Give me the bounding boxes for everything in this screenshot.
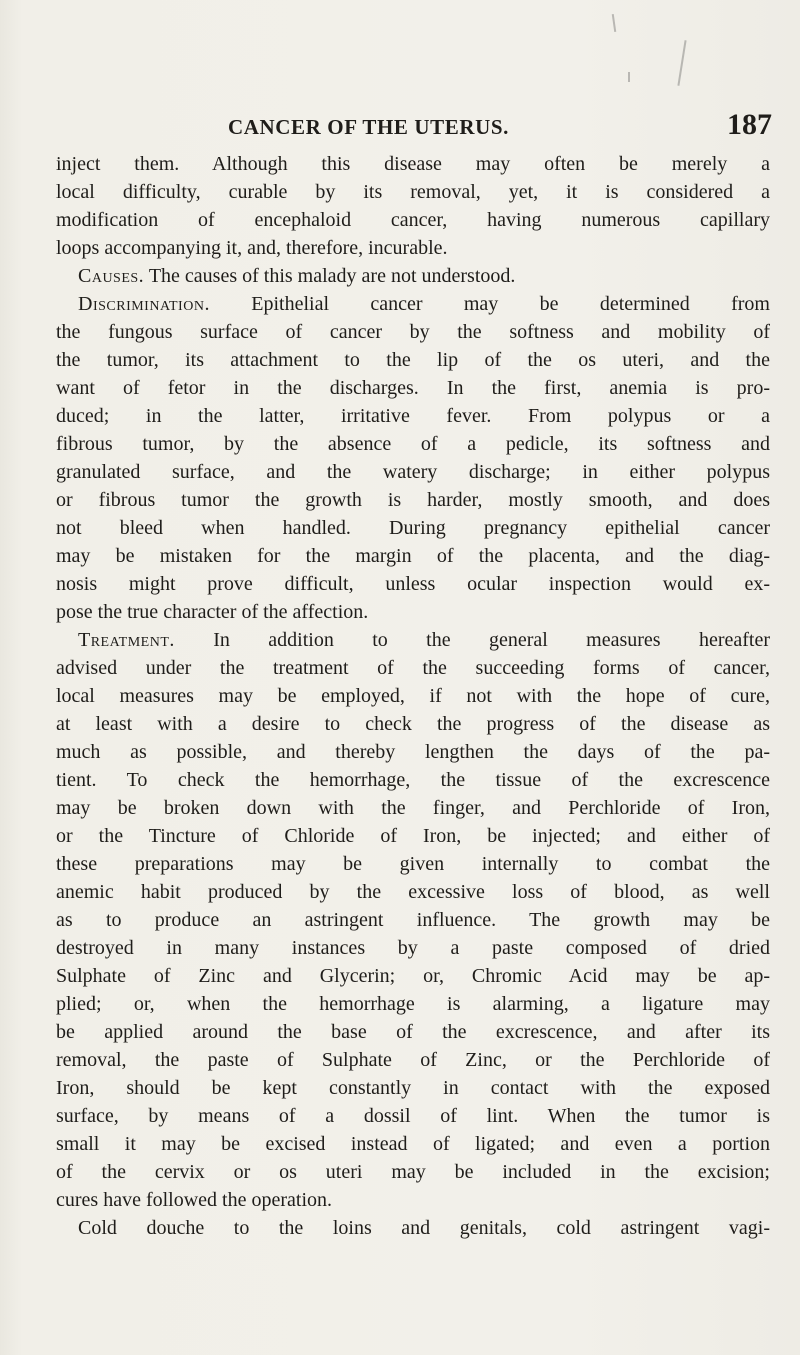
line-text: pose the true character of the affection. [56, 601, 369, 623]
text-line [56, 1018, 770, 1046]
line-text: tient. To check the hemorrhage, the tissue of the excrescence [56, 769, 770, 791]
page-number: 187 [727, 108, 772, 141]
text-line [56, 1046, 770, 1074]
text-line [56, 766, 770, 794]
text-line [56, 570, 770, 598]
text-line [56, 290, 770, 318]
line-text: Iron, should be kept constantly in contact with the exposed [56, 1077, 770, 1099]
text-line [56, 654, 770, 682]
line-text: plied; or, when the hemorrhage is alarming, a ligature may [56, 993, 770, 1015]
line-text: may be mistaken for the margin of the placenta, and the diag- [56, 545, 770, 567]
line-text: The causes of this malady are not understood. [144, 265, 516, 287]
line-text: Cold douche to the loins and genitals, cold astringent vagi- [78, 1217, 770, 1239]
text-line [56, 178, 770, 206]
scan-speck [612, 14, 616, 32]
text-line [56, 850, 770, 878]
text-line [56, 710, 770, 738]
text-line [56, 598, 770, 626]
line-text: inject them. Although this disease may often be merely a [56, 153, 770, 175]
text-line [56, 1102, 770, 1130]
text-line [56, 934, 770, 962]
text-line [56, 346, 770, 374]
line-text: as to produce an astringent influence. The growth may be [56, 909, 770, 931]
text-line [56, 878, 770, 906]
text-line [56, 542, 770, 570]
line-text: the tumor, its attachment to the lip of the os uteri, and the [56, 349, 770, 371]
line-text: nosis might prove difficult, unless ocular inspection would ex- [56, 573, 770, 595]
line-text: fibrous tumor, by the absence of a pedicle, its softness and [56, 433, 770, 455]
line-text: local measures may be employed, if not with the hope of cure, [56, 685, 770, 707]
text-line [56, 906, 770, 934]
line-text: In addition to the general measures hereafter [174, 629, 770, 651]
line-text: or the Tincture of Chloride of Iron, be injected; and either of [56, 825, 770, 847]
line-text: at least with a desire to check the progress of the disease as [56, 713, 770, 735]
text-line [56, 206, 770, 234]
line-text: cures have followed the operation. [56, 1189, 333, 1211]
line-text: removal, the paste of Sulphate of Zinc, or the Perchloride of [56, 1049, 770, 1071]
section-heading: Treatment. [78, 629, 175, 651]
scan-speck [628, 72, 630, 82]
text-line [56, 1158, 770, 1186]
line-text: or fibrous tumor the growth is harder, mostly smooth, and does [56, 489, 770, 511]
line-text: advised under the treatment of the succeeding forms of cancer, [56, 657, 770, 679]
line-text: granulated surface, and the watery discharge; in either polypus [56, 461, 770, 483]
section-heading: Causes. [78, 265, 145, 287]
text-line [56, 1074, 770, 1102]
line-text: Epithelial cancer may be determined from [209, 293, 770, 315]
line-text: much as possible, and thereby lengthen the days of the pa- [56, 741, 770, 763]
line-text: loops accompanying it, and, therefore, incurable. [56, 237, 448, 259]
line-text: Sulphate of Zinc and Glycerin; or, Chromic Acid may be ap- [56, 965, 770, 987]
text-line [56, 430, 770, 458]
line-text: small it may be excised instead of ligated; and even a portion [56, 1133, 770, 1155]
text-line [56, 626, 770, 654]
text-line [56, 402, 770, 430]
running-title: CANCER OF THE UTERUS. [228, 115, 509, 139]
line-text: the fungous surface of cancer by the softness and mobility of [56, 321, 770, 343]
text-line [56, 486, 770, 514]
page-header [56, 103, 772, 143]
text-line [56, 318, 770, 346]
line-text: duced; in the latter, irritative fever. From polypus or a [56, 405, 770, 427]
line-text: local difficulty, curable by its removal, yet, it is considered a [56, 181, 770, 203]
text-line [56, 682, 770, 710]
line-text: anemic habit produced by the excessive loss of blood, as well [56, 881, 770, 903]
text-line [56, 1186, 770, 1214]
line-text: not bleed when handled. During pregnancy epithelial cancer [56, 517, 770, 539]
text-line [56, 1130, 770, 1158]
text-line [56, 822, 770, 850]
text-line [56, 1214, 770, 1242]
line-text: these preparations may be given internally to combat the [56, 853, 770, 875]
scan-speck [677, 40, 686, 86]
text-line [56, 514, 770, 542]
line-text: want of fetor in the discharges. In the first, anemia is pro- [56, 377, 770, 399]
text-line [56, 990, 770, 1018]
text-line [56, 794, 770, 822]
text-line [56, 458, 770, 486]
text-line [56, 150, 770, 178]
line-text: may be broken down with the finger, and Perchloride of Iron, [56, 797, 770, 819]
line-text: surface, by means of a dossil of lint. When the tumor is [56, 1105, 770, 1127]
line-text: of the cervix or os uteri may be included in the excision; [56, 1161, 770, 1183]
section-heading: Discrimination. [78, 293, 210, 315]
text-line [56, 262, 770, 290]
line-text: modification of encephaloid cancer, having numerous capillary [56, 209, 770, 231]
text-line [56, 962, 770, 990]
line-text: destroyed in many instances by a paste composed of dried [56, 937, 770, 959]
text-line [56, 374, 770, 402]
line-text: be applied around the base of the excrescence, and after its [56, 1021, 770, 1043]
text-line [56, 738, 770, 766]
text-line [56, 234, 770, 262]
body-text [56, 150, 770, 1242]
